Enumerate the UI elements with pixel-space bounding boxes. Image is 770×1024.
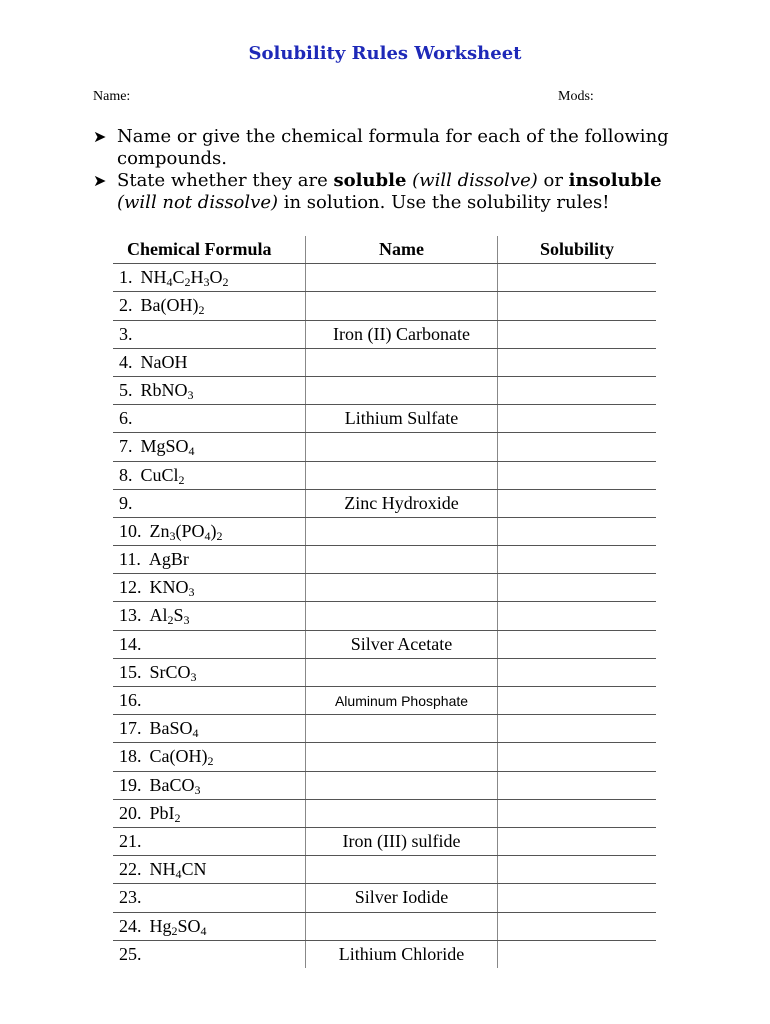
chemical-formula	[141, 465, 185, 485]
table-row	[113, 348, 656, 376]
chemical-formula	[150, 916, 207, 936]
chemical-formula	[149, 746, 214, 769]
solubility-cell[interactable]	[497, 405, 656, 432]
formula-cell[interactable]	[113, 518, 305, 545]
formula-cell[interactable]	[113, 856, 305, 883]
formula-cell[interactable]	[113, 828, 305, 855]
formula-cell[interactable]	[113, 772, 305, 799]
solubility-cell[interactable]	[497, 884, 656, 911]
compound-name-cell[interactable]	[305, 433, 497, 460]
solubility-cell[interactable]	[497, 518, 656, 545]
header-chemical-formula: Chemical Formula	[127, 239, 272, 259]
table-row	[113, 545, 656, 573]
formula-part: Hg	[149, 915, 172, 936]
solubility-cell[interactable]	[497, 349, 656, 376]
compound-name-cell[interactable]	[305, 264, 497, 291]
compound-name-cell[interactable]	[305, 715, 497, 742]
compound-name-cell[interactable]	[305, 913, 497, 940]
chemical-formula	[149, 549, 189, 569]
formula-part: Zn	[149, 520, 170, 541]
compound-name-cell[interactable]	[305, 659, 497, 686]
compound-name-cell[interactable]	[305, 941, 497, 968]
insoluble-definition: (will not dissolve)	[117, 192, 278, 213]
compound-name-cell[interactable]	[305, 490, 497, 517]
chemical-formula	[150, 521, 223, 541]
formula-subscript: 4	[204, 528, 211, 543]
compound-name-cell[interactable]	[305, 377, 497, 404]
soluble-term: soluble	[333, 170, 407, 191]
solubility-cell[interactable]	[497, 292, 656, 319]
formula-cell[interactable]	[113, 913, 305, 940]
formula-subscript: 2	[222, 275, 229, 290]
formula-part: CuCl	[140, 464, 179, 485]
chemical-formula	[150, 775, 201, 795]
compound-name-cell[interactable]	[305, 743, 497, 770]
compound-name-cell[interactable]	[305, 687, 497, 714]
solubility-cell[interactable]	[497, 715, 656, 742]
row-number: 16.	[119, 690, 142, 710]
compound-table	[113, 236, 656, 968]
row-number: 11.	[119, 549, 141, 570]
chemical-formula	[149, 577, 195, 600]
formula-cell[interactable]	[113, 941, 305, 968]
row-number: 23.	[119, 887, 142, 908]
solubility-cell[interactable]	[497, 687, 656, 714]
chemical-formula	[149, 605, 190, 628]
chemical-formula	[149, 718, 199, 741]
formula-part: Ba(OH)	[140, 295, 199, 316]
row-number: 9.	[119, 492, 133, 513]
compound-name-cell[interactable]	[305, 292, 497, 319]
formula-subscript: 2	[174, 810, 181, 825]
table-row	[113, 658, 656, 686]
formula-subscript: 3	[203, 275, 210, 290]
table-row	[113, 601, 656, 629]
solubility-cell[interactable]	[497, 490, 656, 517]
formula-part: RbNO	[140, 379, 188, 400]
formula-cell[interactable]	[113, 490, 305, 517]
table-row	[113, 771, 656, 799]
formula-cell[interactable]	[113, 462, 305, 489]
solubility-cell[interactable]	[497, 913, 656, 940]
chemical-formula	[141, 352, 188, 372]
solubility-cell[interactable]	[497, 546, 656, 573]
formula-cell[interactable]	[113, 631, 305, 658]
formula-subscript: 4	[192, 726, 199, 741]
table-row	[113, 291, 656, 319]
row-number: 6.	[119, 408, 133, 429]
formula-part: NH	[140, 267, 167, 288]
compound-name-cell[interactable]	[305, 462, 497, 489]
solubility-cell[interactable]	[497, 264, 656, 291]
formula-cell[interactable]	[113, 602, 305, 629]
formula-cell[interactable]	[113, 884, 305, 911]
formula-cell[interactable]	[113, 405, 305, 432]
table-header	[113, 236, 656, 263]
arrow-bullet-icon: ➤	[93, 127, 107, 146]
formula-subscript: 3	[183, 613, 190, 628]
row-number: 20.	[119, 802, 142, 823]
formula-part: SO	[177, 915, 201, 936]
row-number: 7.	[119, 436, 133, 457]
formula-part: PbI	[149, 802, 175, 823]
formula-cell[interactable]	[113, 433, 305, 460]
formula-cell[interactable]	[113, 546, 305, 573]
formula-cell[interactable]	[113, 349, 305, 376]
chemical-formula	[150, 803, 181, 823]
row-number: 14.	[119, 633, 142, 654]
instruction-1-text: Name or give the chemical formula for each of the following compounds.	[117, 126, 669, 169]
insoluble-term: insoluble	[568, 170, 662, 191]
compound-name-cell[interactable]	[305, 800, 497, 827]
solubility-cell[interactable]	[497, 631, 656, 658]
compound-name: Silver Acetate	[350, 633, 453, 654]
instruction-2-pre: State whether they are	[117, 170, 334, 191]
table-row	[113, 320, 656, 348]
table-row	[113, 461, 656, 489]
compound-name-cell[interactable]	[305, 884, 497, 911]
formula-part: BaSO	[149, 718, 193, 739]
row-number: 13.	[119, 605, 142, 626]
compound-name-cell[interactable]	[305, 321, 497, 348]
formula-subscript: 3	[169, 528, 176, 543]
table-row	[113, 432, 656, 460]
formula-part: MgSO	[140, 436, 189, 457]
row-number: 8.	[119, 464, 133, 485]
formula-subscript: 2	[198, 303, 205, 318]
row-number: 25.	[119, 943, 142, 964]
compound-name-cell[interactable]	[305, 546, 497, 573]
compound-name-cell[interactable]	[305, 405, 497, 432]
formula-part: CN	[181, 859, 207, 880]
formula-subscript: 2	[171, 923, 178, 938]
formula-cell[interactable]	[113, 715, 305, 742]
table-row	[113, 742, 656, 770]
row-number: 18.	[119, 746, 142, 767]
formula-subscript: 4	[188, 444, 195, 459]
solubility-cell[interactable]	[497, 462, 656, 489]
solubility-cell[interactable]	[497, 377, 656, 404]
formula-part: C	[172, 267, 185, 288]
page-title: Solubility Rules Worksheet	[248, 43, 522, 64]
formula-subscript: 4	[175, 867, 182, 882]
formula-cell[interactable]	[113, 659, 305, 686]
solubility-cell[interactable]	[497, 800, 656, 827]
formula-subscript: 2	[178, 472, 185, 487]
compound-name: Zinc Hydroxide	[344, 492, 459, 513]
formula-cell[interactable]	[113, 687, 305, 714]
table-row	[113, 376, 656, 404]
table-row	[113, 489, 656, 517]
formula-subscript: 3	[188, 585, 195, 600]
solubility-cell[interactable]	[497, 659, 656, 686]
row-number: 19.	[119, 774, 142, 795]
solubility-cell[interactable]	[497, 828, 656, 855]
solubility-cell[interactable]	[497, 321, 656, 348]
row-number: 1.	[119, 267, 133, 288]
formula-subscript: 2	[167, 613, 174, 628]
formula-cell[interactable]	[113, 743, 305, 770]
row-number: 2.	[119, 295, 133, 316]
formula-part: KNO	[149, 577, 189, 598]
instruction-2-post: in solution. Use the solubility rules!	[278, 192, 610, 213]
formula-part: Ca(OH)	[149, 746, 208, 767]
table-row	[113, 573, 656, 601]
table-row	[113, 912, 656, 940]
row-number: 12.	[119, 577, 142, 598]
compound-name: Silver Iodide	[354, 887, 449, 908]
formula-part: BaCO	[149, 774, 195, 795]
compound-name: Lithium Chloride	[338, 943, 465, 964]
chemical-formula	[149, 859, 207, 882]
header-name: Name	[305, 236, 497, 263]
formula-cell[interactable]	[113, 321, 305, 348]
row-number: 22.	[119, 859, 142, 880]
formula-subscript: 2	[184, 275, 191, 290]
solubility-cell[interactable]	[497, 574, 656, 601]
compound-name-cell[interactable]	[305, 828, 497, 855]
chemical-formula	[140, 295, 205, 318]
row-number: 3.	[119, 323, 133, 344]
compound-name-cell[interactable]	[305, 349, 497, 376]
solubility-cell[interactable]	[497, 433, 656, 460]
formula-part: Al	[149, 605, 168, 626]
table-row	[113, 714, 656, 742]
solubility-cell[interactable]	[497, 856, 656, 883]
compound-name-cell[interactable]	[305, 602, 497, 629]
instruction-1	[93, 126, 693, 170]
table-row	[113, 855, 656, 883]
table-row	[113, 404, 656, 432]
formula-part: (PO	[175, 520, 205, 541]
compound-name-cell[interactable]	[305, 574, 497, 601]
header-solubility: Solubility	[497, 236, 656, 263]
row-number: 21.	[119, 830, 142, 851]
student-name-label: Name:	[93, 89, 131, 104]
chemical-formula	[140, 436, 195, 459]
row-number: 4.	[119, 351, 133, 372]
row-number: 15.	[119, 661, 142, 682]
mods-label: Mods:	[558, 89, 594, 104]
table-row	[113, 517, 656, 545]
formula-subscript: 3	[187, 387, 194, 402]
table-row	[113, 940, 656, 968]
formula-cell[interactable]	[113, 377, 305, 404]
solubility-cell[interactable]	[497, 743, 656, 770]
arrow-bullet-icon: ➤	[93, 171, 107, 190]
formula-part: S	[173, 605, 184, 626]
compound-name-cell[interactable]	[305, 518, 497, 545]
solubility-cell[interactable]	[497, 602, 656, 629]
table-row	[113, 827, 656, 855]
formula-subscript: 2	[207, 754, 214, 769]
instruction-2-or: or	[537, 170, 569, 191]
formula-subscript: 3	[190, 669, 197, 684]
soluble-definition: (will dissolve)	[412, 170, 538, 191]
compound-name-cell[interactable]	[305, 631, 497, 658]
formula-cell[interactable]	[113, 264, 305, 291]
row-number: 24.	[119, 915, 142, 936]
solubility-cell[interactable]	[497, 941, 656, 968]
formula-part: SrCO	[149, 661, 191, 682]
formula-subscript: 3	[194, 782, 201, 797]
compound-name-cell[interactable]	[305, 772, 497, 799]
table-row	[113, 883, 656, 911]
formula-part: O	[209, 267, 223, 288]
formula-subscript: 4	[166, 275, 173, 290]
chemical-formula	[140, 267, 229, 290]
table-row	[113, 263, 656, 291]
row-number: 17.	[119, 718, 142, 739]
formula-subscript: 2	[216, 528, 223, 543]
compound-name-cell[interactable]	[305, 856, 497, 883]
row-number: 10.	[119, 520, 142, 541]
table-row	[113, 630, 656, 658]
row-number: 5.	[119, 379, 133, 400]
formula-part: )	[210, 520, 217, 541]
chemical-formula	[141, 380, 194, 400]
formula-subscript: 4	[200, 923, 207, 938]
chemical-formula	[150, 662, 197, 682]
formula-cell[interactable]	[113, 800, 305, 827]
instructions	[93, 126, 693, 214]
formula-cell[interactable]	[113, 574, 305, 601]
compound-name: Aluminum Phosphate	[334, 693, 469, 709]
table-body	[113, 263, 656, 968]
instruction-2	[93, 170, 693, 214]
table-row	[113, 686, 656, 714]
formula-part: AgBr	[148, 549, 189, 570]
formula-part: H	[190, 267, 204, 288]
compound-name: Lithium Sulfate	[344, 408, 459, 429]
compound-name: Iron (II) Carbonate	[333, 323, 470, 344]
solubility-cell[interactable]	[497, 772, 656, 799]
formula-part: NH	[149, 859, 176, 880]
formula-part: NaOH	[140, 351, 188, 372]
compound-name: Iron (III) sulfide	[342, 830, 461, 851]
table-row	[113, 799, 656, 827]
formula-cell[interactable]	[113, 292, 305, 319]
